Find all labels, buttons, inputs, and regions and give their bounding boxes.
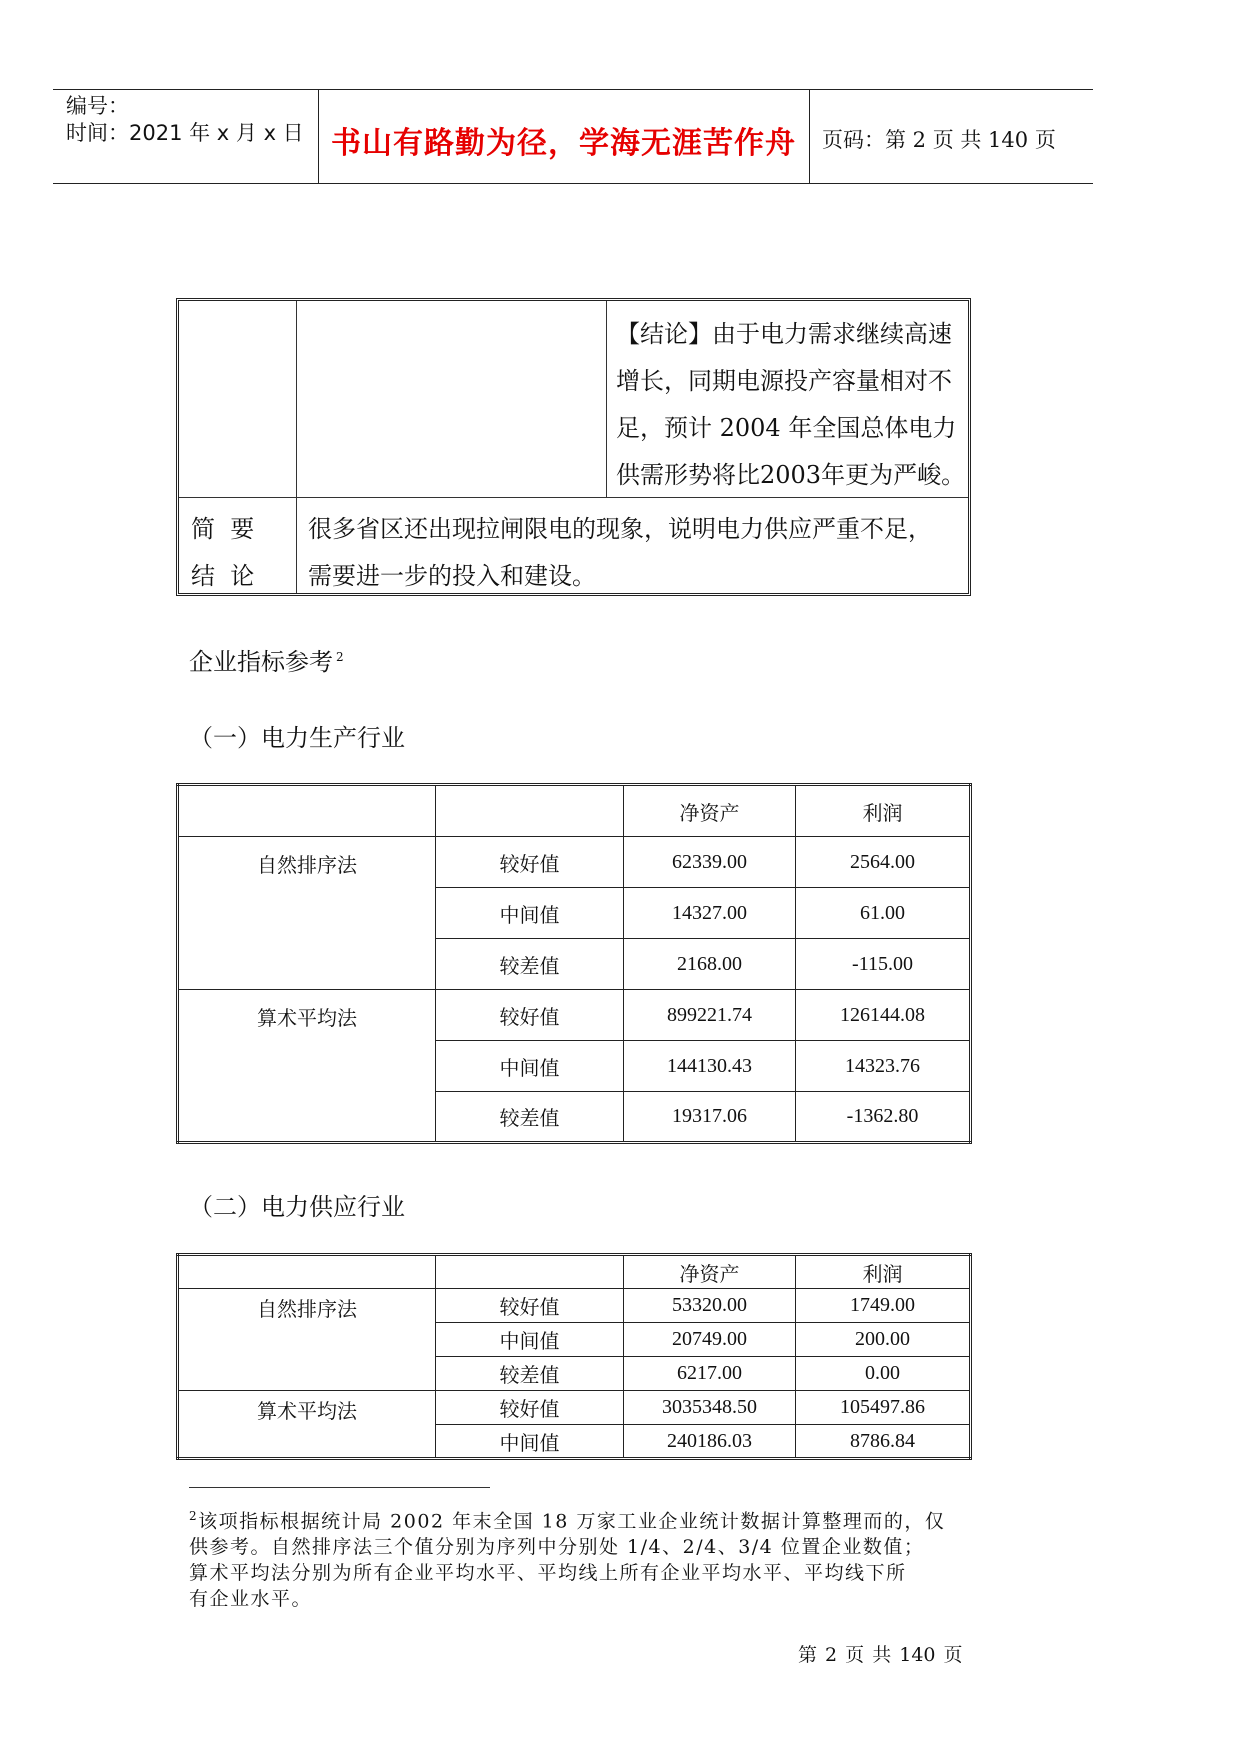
- row-label: 较差值: [435, 1092, 623, 1143]
- footnote-line: 有企业水平。: [189, 1588, 313, 1611]
- header-page-info: 页码：第 2 页 共 140 页: [822, 128, 1056, 152]
- document-number-label: 编号：: [66, 94, 129, 118]
- profit-cell: 200.00: [795, 1323, 970, 1357]
- net-assets-cell: 144130.43: [624, 1041, 796, 1092]
- net-assets-cell: 20749.00: [624, 1323, 796, 1357]
- net-assets-cell: 14327.00: [624, 888, 796, 939]
- summary-label: 结 论: [191, 562, 255, 590]
- section1-table: [176, 783, 972, 1144]
- table-header-cell: 净资产: [624, 785, 796, 837]
- row-label: 较好值: [435, 1289, 623, 1323]
- document-date: 时间：2021 年 x 月 x 日: [66, 121, 304, 145]
- table-header-cell: [435, 1255, 623, 1289]
- table-row: [178, 837, 971, 888]
- profit-cell: 105497.86: [795, 1391, 970, 1425]
- table-header-cell: 净资产: [624, 1255, 796, 1289]
- row-label: 中间值: [435, 1041, 623, 1092]
- header-divider-right: [809, 89, 810, 184]
- profit-cell: 2564.00: [795, 837, 970, 888]
- footnote-line: 算术平均法分别为所有企业平均水平、平均线上所有企业平均水平、平均线下所: [189, 1562, 907, 1585]
- row-label: 较好值: [435, 990, 623, 1041]
- profit-cell: 61.00: [795, 888, 970, 939]
- profit-cell: 14323.76: [795, 1041, 970, 1092]
- table-header-cell: [178, 785, 436, 837]
- row-label: 中间值: [435, 1425, 623, 1459]
- table-header-cell: 利润: [795, 785, 970, 837]
- net-assets-cell: 2168.00: [624, 939, 796, 990]
- summary-text-line: 需要进一步的投入和建设。: [308, 562, 596, 590]
- net-assets-cell: 240186.03: [624, 1425, 796, 1459]
- page-footer: 第 2 页 共 140 页: [798, 1644, 963, 1666]
- net-assets-cell: 899221.74: [624, 990, 796, 1041]
- conclusion-line: 足，预计 2004 年全国总体电力: [616, 414, 957, 442]
- header-top-rule: [53, 89, 1093, 90]
- row-label: 中间值: [435, 1323, 623, 1357]
- section2-table: [176, 1253, 972, 1460]
- footnote-line: 供参考。自然排序法三个值分别为序列中分别处 1/4、2/4、3/4 位置企业数值；: [189, 1536, 925, 1559]
- method-cell: 自然排序法: [178, 1289, 436, 1391]
- table-row: [178, 1391, 971, 1425]
- conclusion-line: 增长，同期电源投产容量相对不: [616, 367, 952, 395]
- table-header-cell: 利润: [795, 1255, 970, 1289]
- net-assets-cell: 6217.00: [624, 1357, 796, 1391]
- section2-title: （二）电力供应行业: [189, 1193, 405, 1221]
- header-bottom-rule: [53, 183, 1093, 184]
- table-header-cell: [435, 785, 623, 837]
- method-cell: 算术平均法: [178, 1391, 436, 1459]
- profit-cell: 0.00: [795, 1357, 970, 1391]
- row-label: 中间值: [435, 888, 623, 939]
- net-assets-cell: 19317.06: [624, 1092, 796, 1143]
- table-header-cell: [178, 1255, 436, 1289]
- footnote-line: $^2$该项指标根据统计局 2002 年末全国 18 万家工业企业统计数据计算整理而的，仅: [189, 1509, 946, 1533]
- footnote: [189, 1503, 989, 1612]
- table-row: [178, 1289, 971, 1323]
- profit-cell: -1362.80: [795, 1092, 970, 1143]
- row-label: 较差值: [435, 1357, 623, 1391]
- profit-cell: -115.00: [795, 939, 970, 990]
- net-assets-cell: 53320.00: [624, 1289, 796, 1323]
- reference-title: 企业指标参考: [189, 648, 333, 676]
- net-assets-cell: 3035348.50: [624, 1391, 796, 1425]
- row-label: 较好值: [435, 1391, 623, 1425]
- footnote-separator: [189, 1487, 490, 1488]
- profit-cell: 8786.84: [795, 1425, 970, 1459]
- conclusion-line: 供需形势将比2003年更为严峻。: [616, 461, 966, 489]
- section1-title: （一）电力生产行业: [189, 724, 405, 752]
- reference-heading: [189, 642, 344, 677]
- method-cell: 自然排序法: [178, 837, 436, 990]
- conclusion-table: [176, 298, 971, 596]
- row-label: 较好值: [435, 837, 623, 888]
- conclusion-line: 【结论】由于电力需求继续高速: [616, 320, 952, 348]
- method-cell: 算术平均法: [178, 990, 436, 1143]
- summary-label: 简 要: [191, 515, 255, 543]
- profit-cell: 126144.08: [795, 990, 970, 1041]
- table-row: [178, 990, 971, 1041]
- summary-text-line: 很多省区还出现拉闸限电的现象，说明电力供应严重不足，: [308, 515, 932, 543]
- net-assets-cell: 62339.00: [624, 837, 796, 888]
- row-label: 较差值: [435, 939, 623, 990]
- footnote-reference-mark: 2: [336, 650, 344, 664]
- profit-cell: 1749.00: [795, 1289, 970, 1323]
- footnote-mark: 2: [189, 1509, 199, 1523]
- header-motto: 书山有路勤为径，学海无涯苦作舟: [331, 126, 796, 161]
